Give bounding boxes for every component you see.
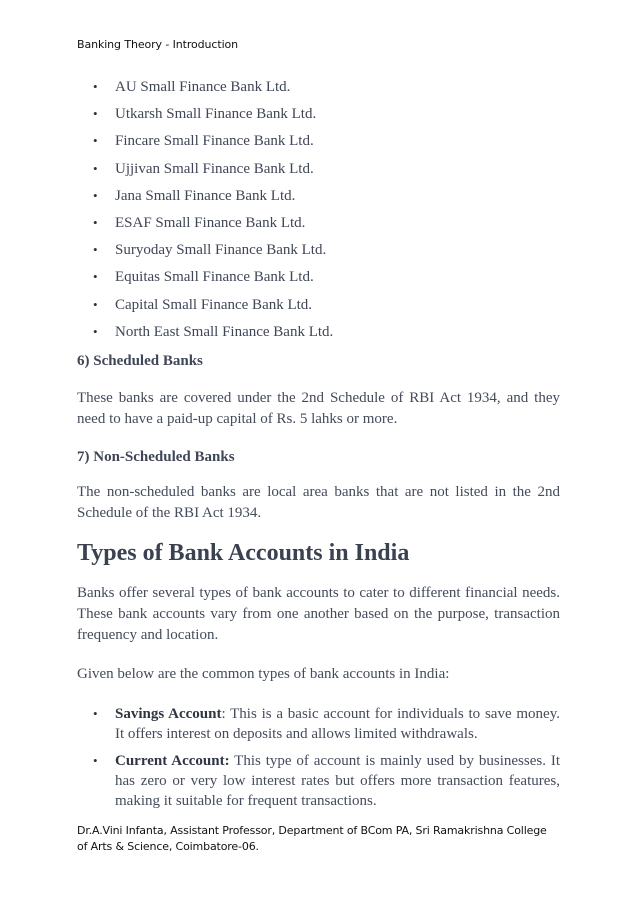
list-item-text: Equitas Small Finance Bank Ltd. bbox=[115, 269, 314, 286]
bullet-icon: • bbox=[93, 296, 98, 312]
bullet-icon: • bbox=[93, 242, 98, 258]
list-item-text: Fincare Small Finance Bank Ltd. bbox=[115, 133, 314, 150]
list-item bbox=[93, 751, 560, 811]
scheduled-banks-paragraph: These banks are covered under the 2nd Schedule of RBI Act 1934, and they need to have a paid-up capital of Rs. 5 lahks or more. bbox=[77, 390, 560, 427]
list-item-text: ESAF Small Finance Bank Ltd. bbox=[115, 214, 306, 231]
list-item bbox=[93, 186, 333, 213]
bullet-icon: • bbox=[93, 160, 98, 176]
list-item-text: Utkarsh Small Finance Bank Ltd. bbox=[115, 106, 317, 123]
bullet-icon: • bbox=[93, 187, 98, 203]
list-item-text: Jana Small Finance Bank Ltd. bbox=[115, 187, 296, 204]
account-term: Savings Account bbox=[115, 706, 222, 722]
list-item-text: AU Small Finance Bank Ltd. bbox=[115, 79, 291, 95]
account-description: This is a basic account for individuals to save money. It offers interest on deposits and allows limited withdrawals. bbox=[115, 706, 560, 742]
list-item-text: Ujjivan Small Finance Bank Ltd. bbox=[115, 160, 314, 177]
list-item bbox=[93, 240, 333, 267]
bullet-icon: • bbox=[93, 269, 98, 285]
bullet-icon: • bbox=[93, 79, 98, 94]
list-item-text: Suryoday Small Finance Bank Ltd. bbox=[115, 242, 327, 259]
account-description: This type of account is mainly used by businesses. It has zero or very low interest rates but offers more transaction features, making it suitable for frequent transactions. bbox=[115, 753, 560, 809]
list-item bbox=[93, 322, 333, 349]
bullet-icon: • bbox=[93, 133, 98, 149]
bank-accounts-lead: Given below are the common types of bank accounts in India: bbox=[77, 666, 450, 682]
account-term: Current Account: bbox=[115, 753, 230, 769]
bank-accounts-title: Types of Bank Accounts in India bbox=[77, 540, 410, 566]
bank-accounts-intro: Banks offer several types of bank accounts to cater to different financial needs. These bank accounts vary from one another based on the purpose, transaction frequency and location. bbox=[77, 585, 560, 643]
non-scheduled-banks-heading: 7) Non-Scheduled Banks bbox=[77, 449, 235, 465]
account-types-list bbox=[93, 704, 560, 811]
list-item bbox=[93, 213, 333, 240]
account-separator: : bbox=[221, 706, 226, 722]
page-header: Banking Theory - Introduction bbox=[77, 38, 239, 51]
list-item-text: North East Small Finance Bank Ltd. bbox=[115, 323, 334, 340]
scheduled-banks-heading: 6) Scheduled Banks bbox=[77, 353, 203, 369]
bullet-icon: • bbox=[93, 106, 98, 122]
list-item bbox=[93, 104, 333, 131]
bullet-icon: • bbox=[93, 753, 98, 768]
list-item bbox=[93, 704, 560, 744]
list-item bbox=[93, 77, 333, 104]
page-footer: Dr.A.Vini Infanta, Assistant Professor, Department of BCom PA, Sri Ramakrishna College of Arts & Science, Coimbatore-06. bbox=[77, 824, 547, 853]
bullet-icon: • bbox=[93, 706, 98, 721]
small-finance-bank-list bbox=[93, 77, 333, 349]
list-item bbox=[93, 159, 333, 186]
list-item bbox=[93, 267, 333, 294]
bullet-icon: • bbox=[93, 323, 98, 339]
list-item bbox=[93, 295, 333, 322]
list-item-text: Capital Small Finance Bank Ltd. bbox=[115, 296, 313, 313]
non-scheduled-banks-paragraph: The non-scheduled banks are local area banks that are not listed in the 2nd Schedule of the RBI Act 1934. bbox=[77, 484, 560, 521]
bullet-icon: • bbox=[93, 214, 98, 230]
list-item bbox=[93, 131, 333, 158]
